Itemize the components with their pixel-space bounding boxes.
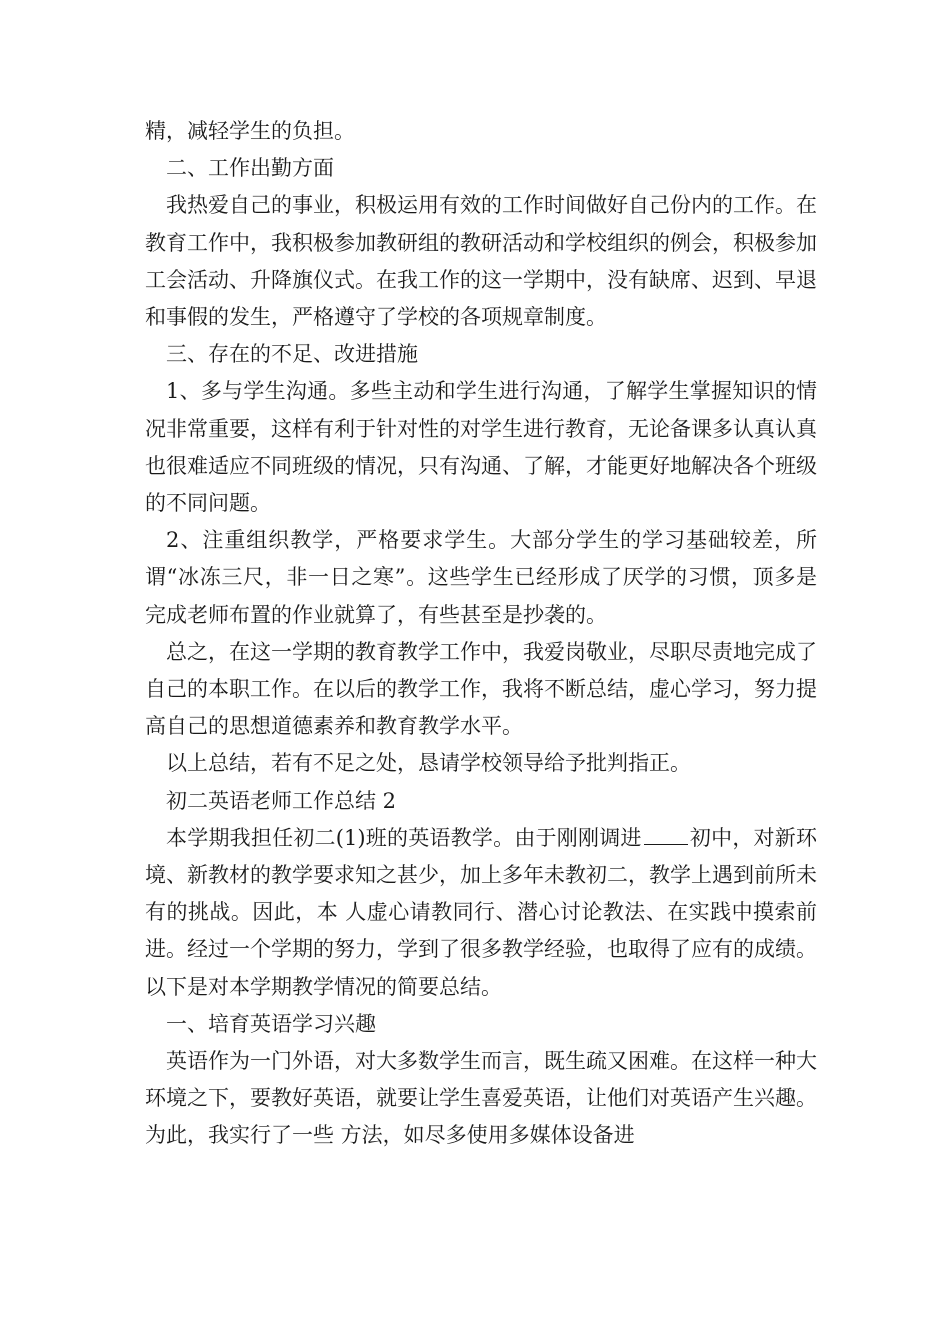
section-title-summary-2: 初二英语老师工作总结 2 [166,788,397,813]
heading-interest: 一、培育英语学习兴趣 [166,1011,376,1036]
paragraph-conclusion: 总之，在这一学期的教育教学工作中，我爱岗敬业，尽职尽责地完成了自己的本职工作。在以后的教学工作，我将不断总结，虚心学习，努力提高自己的思想道德素养和教育教学水平。 [145,639,817,739]
paragraph-intro [145,820,817,1006]
intro-text-before: 本学期我担任初二(1)班的英语教学。由于刚刚调进 [166,825,642,850]
paragraph-continuation: 精，减轻学生的负担。 [145,119,355,143]
paragraph-attendance: 我热爱自己的事业，积极运用有效的工作时间做好自己份内的工作。在教育工作中，我积极参加教研组的教研活动和学校组织的例会，积极参加工会活动、升降旗仪式。在我工作的这一学期中，没有缺席、迟到、早退和事假的发生，严格遵守了学校的各项规章制度。 [145,193,817,330]
intro-text-after: 初中，对新环境、新教材的教学要求知之甚少，加上多年未教初二，教学上遇到前所未有的挑战。因此，本 人虚心请教同行、潜心讨论教法、在实践中摸索前进。经过一个学期的努力，学到了很多教学经验，也取得了应有的成绩。以下是对本学期教学情况的简要总结。 [145,825,817,999]
paragraph-communication: 1、多与学生沟通。多些主动和学生进行沟通，了解学生掌握知识的情况非常重要，这样有利于针对性的对学生进行教育，无论备课多认真认真也很难适应不同班级的情况，只有沟通、了解，才能更好地解决各个班级的不同问题。 [145,379,817,516]
paragraph-organization: 2、注重组织教学，严格要求学生。大部分学生的学习基础较差，所谓“冰冻三尺，非一日之寒”。这些学生已经形成了厌学的习惯，顶多是完成老师布置的作业就算了，有些甚至是抄袭的。 [145,528,817,627]
document-page [145,113,817,1155]
paragraph-closing: 以上总结，若有不足之处，恳请学校领导给予批判指正。 [166,751,691,776]
fill-in-blank [644,826,688,845]
heading-shortcomings: 三、存在的不足、改进措施 [166,342,418,367]
paragraph-interest: 英语作为一门外语，对大多数学生而言，既生疏又困难。在这样一种大环境之下，要教好英语，就要让学生喜爱英语，让他们对英语产生兴趣。为此，我实行了一些 方法，如尽多使用多媒体设备进 [145,1049,817,1148]
heading-attendance: 二、工作出勤方面 [166,156,334,181]
